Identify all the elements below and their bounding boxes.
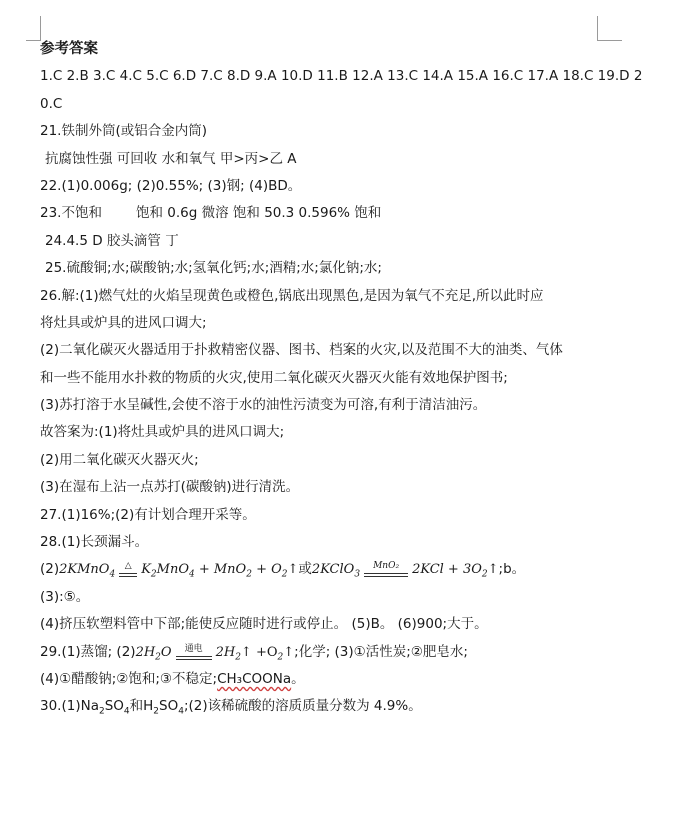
answer-23-part1: 23.不饱和 — [40, 205, 102, 222]
answer-25: 25.硫酸铜;水;碳酸钠;水;氢氧化钙;水;酒精;水;氯化钠;水; — [45, 260, 382, 277]
answer-26-summary1: 故答案为:(1)将灶具或炉具的进风口调大; — [40, 424, 285, 441]
answer-26-summary3: (3)在湿布上沾一点苏打(碳酸钠)进行清洗。 — [40, 479, 300, 496]
equation-water-electrolysis: $2H_2O$ 通电 $2H_2↑$ $+O_2↑$ — [135, 643, 295, 663]
answer-26-line2: 将灶具或炉具的进风口调大; — [40, 314, 207, 331]
heat-condition: △ — [119, 562, 137, 577]
answer-21-line1: 21.铁制外筒(或铝合金内筒) — [40, 123, 208, 140]
spellcheck-underlined-formula: CH₃COONa — [217, 670, 292, 687]
answer-23-part2: 饱和 0.6g 微溶 饱和 50.3 0.596% 饱和 — [135, 205, 382, 222]
equation-kmno4: 2KMnO$_4$ △ $K_2MnO_4 + MnO_2$ + $O_2↑$ — [59, 561, 299, 581]
answer-27: 27.(1)16%;(2)有计划合理开采等。 — [40, 506, 256, 523]
doc-title: 参考答案 — [40, 41, 98, 57]
answer-24: 24.4.5 D 胶头滴管 丁 — [45, 232, 179, 249]
equation-kclo3: 2KClO$_3$ MnO₂ $2KCl + 3O_2↑$ — [311, 561, 499, 581]
answer-26-summary2: (2)用二氧化碳灭火器灭火; — [40, 451, 199, 468]
answer-29: 29.(1)蒸馏; $(2)2H_2O$ 通电 $2H_2↑$ $+O_2↑$;化学; (3)①活性炭;②肥皂水; — [40, 643, 468, 663]
catalyst-condition: MnO₂ — [364, 562, 408, 577]
answer-26-line3: (2)二氧化碳灭火器适用于扑救精密仪器、图书、档案的火灾,以及范围不大的油类、气体 — [40, 342, 563, 359]
answer-22: 22.(1)0.006g; (2)0.55%; (3)钢; (4)BD。 — [40, 177, 302, 194]
answer-28-4-6: (4)挤压软塑料管中下部;能使反应随时进行或停止。 (5)B。 (6)900;大于。 — [40, 616, 488, 633]
answer-29-4: (4)①醋酸钠;②饱和;③不稳定;CH₃COONa。 — [40, 670, 305, 687]
answer-26-line1: 26.解:(1)燃气灶的火焰呈现黄色或橙色,锅底出现黑色,是因为氧气不充足,所以此时应 — [40, 287, 544, 304]
answer-28-1: 28.(1)长颈漏斗。 — [40, 534, 149, 551]
electrolysis-condition: 通电 — [176, 645, 212, 660]
answer-26-line5: (3)苏打溶于水呈碱性,会使不溶于水的油性污渍变为可溶,有利于清洁油污。 — [40, 397, 487, 414]
answer-23 — [40, 200, 630, 227]
answer-26-line4: 和一些不能用水扑救的物质的火灾,使用二氧化碳灭火器灭火能有效地保护图书; — [40, 369, 508, 386]
crop-mark-top-left — [26, 16, 41, 41]
answer-30: $30.(1)Na_2SO_4$和$H_2SO_4;(2)$该稀硫酸的溶质质量分数为 4.9%。 — [40, 698, 422, 718]
answers-1-19: 1.C 2.B 3.C 4.C 5.C 6.D 7.C 8.D 9.A 10.D 11.B 12.A 13.C 14.A 15.A 16.C 17.A 18.C 19.D 2 — [40, 68, 643, 85]
answer-content — [40, 36, 643, 721]
answers-20: 0.C — [40, 95, 63, 112]
answer-21-line2: 抗腐蚀性强 可回收 水和氧气 甲>丙>乙 A — [45, 150, 297, 167]
answer-28-2-equation: (2)2KMnO$_4$ △ $K_2MnO_4 + MnO_2$ + $O_2↑$或2KClO$_3$ MnO₂ $2KCl + 3O_2↑;b$。 — [40, 561, 526, 581]
answer-28-3: (3):⑤。 — [40, 588, 90, 605]
